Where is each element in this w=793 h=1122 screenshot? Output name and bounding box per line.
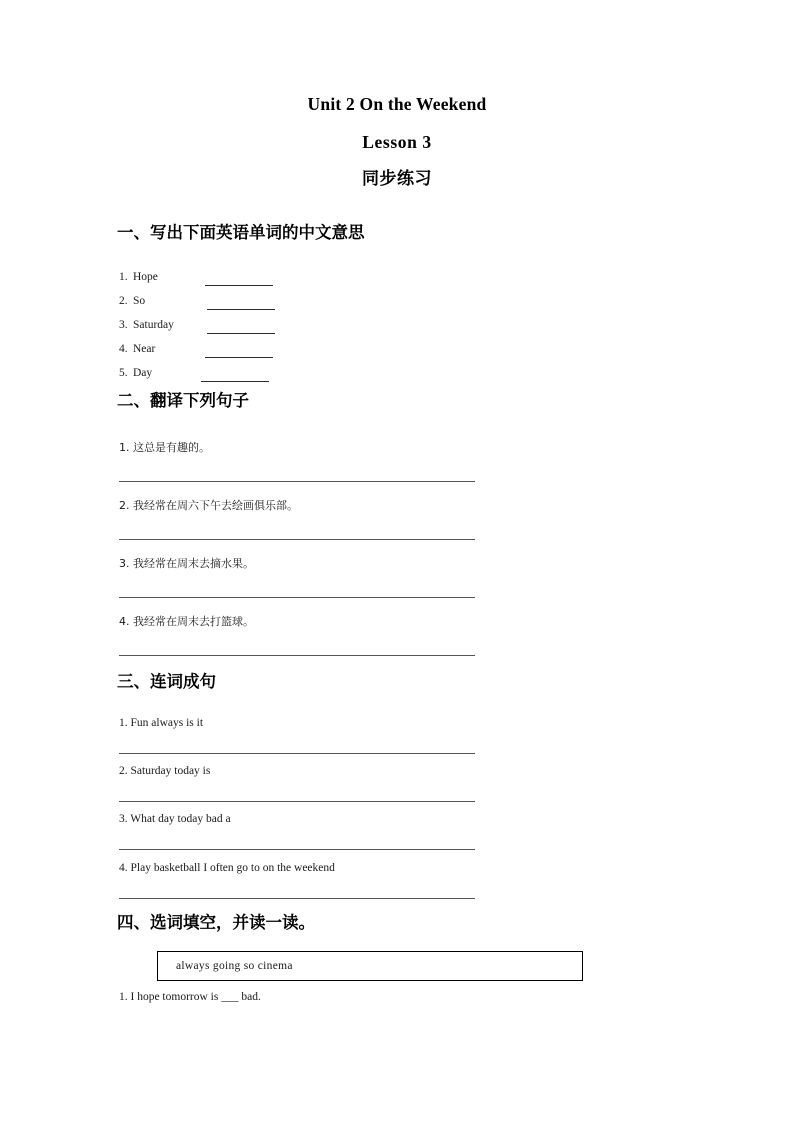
word-item-3-word: Saturday (133, 319, 174, 331)
page-title: Unit 2 On the Weekend (307, 94, 487, 114)
word-item-4-number: 4. (119, 343, 128, 355)
translate-answer-line-1[interactable] (119, 481, 475, 482)
word-item-2-number: 2. (119, 295, 128, 307)
section-heading-3: 三、连词成句 (117, 672, 216, 691)
document-header (119, 96, 675, 188)
word-item-5-number: 5. (119, 367, 128, 379)
section-heading-4: 四、选词填空，并读一读。 (117, 913, 315, 932)
unscramble-item-2: 2. Saturday today is (119, 765, 211, 777)
translate-item-2: 2. 我经常在周六下午去绘画俱乐部。 (119, 499, 298, 512)
word-item-3-number: 3. (119, 319, 128, 331)
word-bank-text: always going so cinema (176, 960, 293, 972)
practice-title: 同步练习 (362, 169, 432, 189)
word-item-5-word: Day (133, 367, 153, 379)
unscramble-answer-line-4[interactable] (119, 898, 475, 899)
translate-answer-line-4[interactable] (119, 655, 475, 656)
word-item-1-word: Hope (133, 271, 158, 283)
word-item-5-blank[interactable] (201, 381, 269, 382)
section-heading-1: 一、写出下面英语单词的中文意思 (117, 223, 365, 242)
section-heading-2: 二、翻译下列句子 (117, 391, 249, 410)
unscramble-item-1: 1. Fun always is it (119, 717, 204, 729)
unscramble-item-4: 4. Play basketball I often go to on the weekend (119, 862, 335, 874)
word-bank-box (157, 951, 583, 981)
unscramble-answer-line-1[interactable] (119, 753, 475, 754)
word-item-4-word: Near (133, 343, 156, 355)
translate-answer-line-3[interactable] (119, 597, 475, 598)
translate-item-4: 4. 我经常在周末去打篮球。 (119, 615, 254, 628)
unscramble-answer-line-2[interactable] (119, 801, 475, 802)
translate-item-1: 1. 这总是有趣的。 (119, 441, 210, 454)
translate-answer-line-2[interactable] (119, 539, 475, 540)
unscramble-item-3: 3. What day today bad a (119, 813, 231, 825)
word-item-1-number: 1. (119, 271, 128, 283)
translate-item-3: 3. 我经常在周末去摘水果。 (119, 557, 254, 570)
word-item-3-blank[interactable] (207, 333, 275, 334)
lesson-title: Lesson 3 (362, 131, 432, 152)
word-item-1-blank[interactable] (205, 285, 273, 286)
word-item-2-blank[interactable] (207, 309, 275, 310)
unscramble-answer-line-3[interactable] (119, 849, 475, 850)
word-item-4-blank[interactable] (205, 357, 273, 358)
fill-in-blank-item-1: 1. I hope tomorrow is ___ bad. (119, 991, 261, 1003)
word-item-2-word: So (133, 295, 146, 307)
